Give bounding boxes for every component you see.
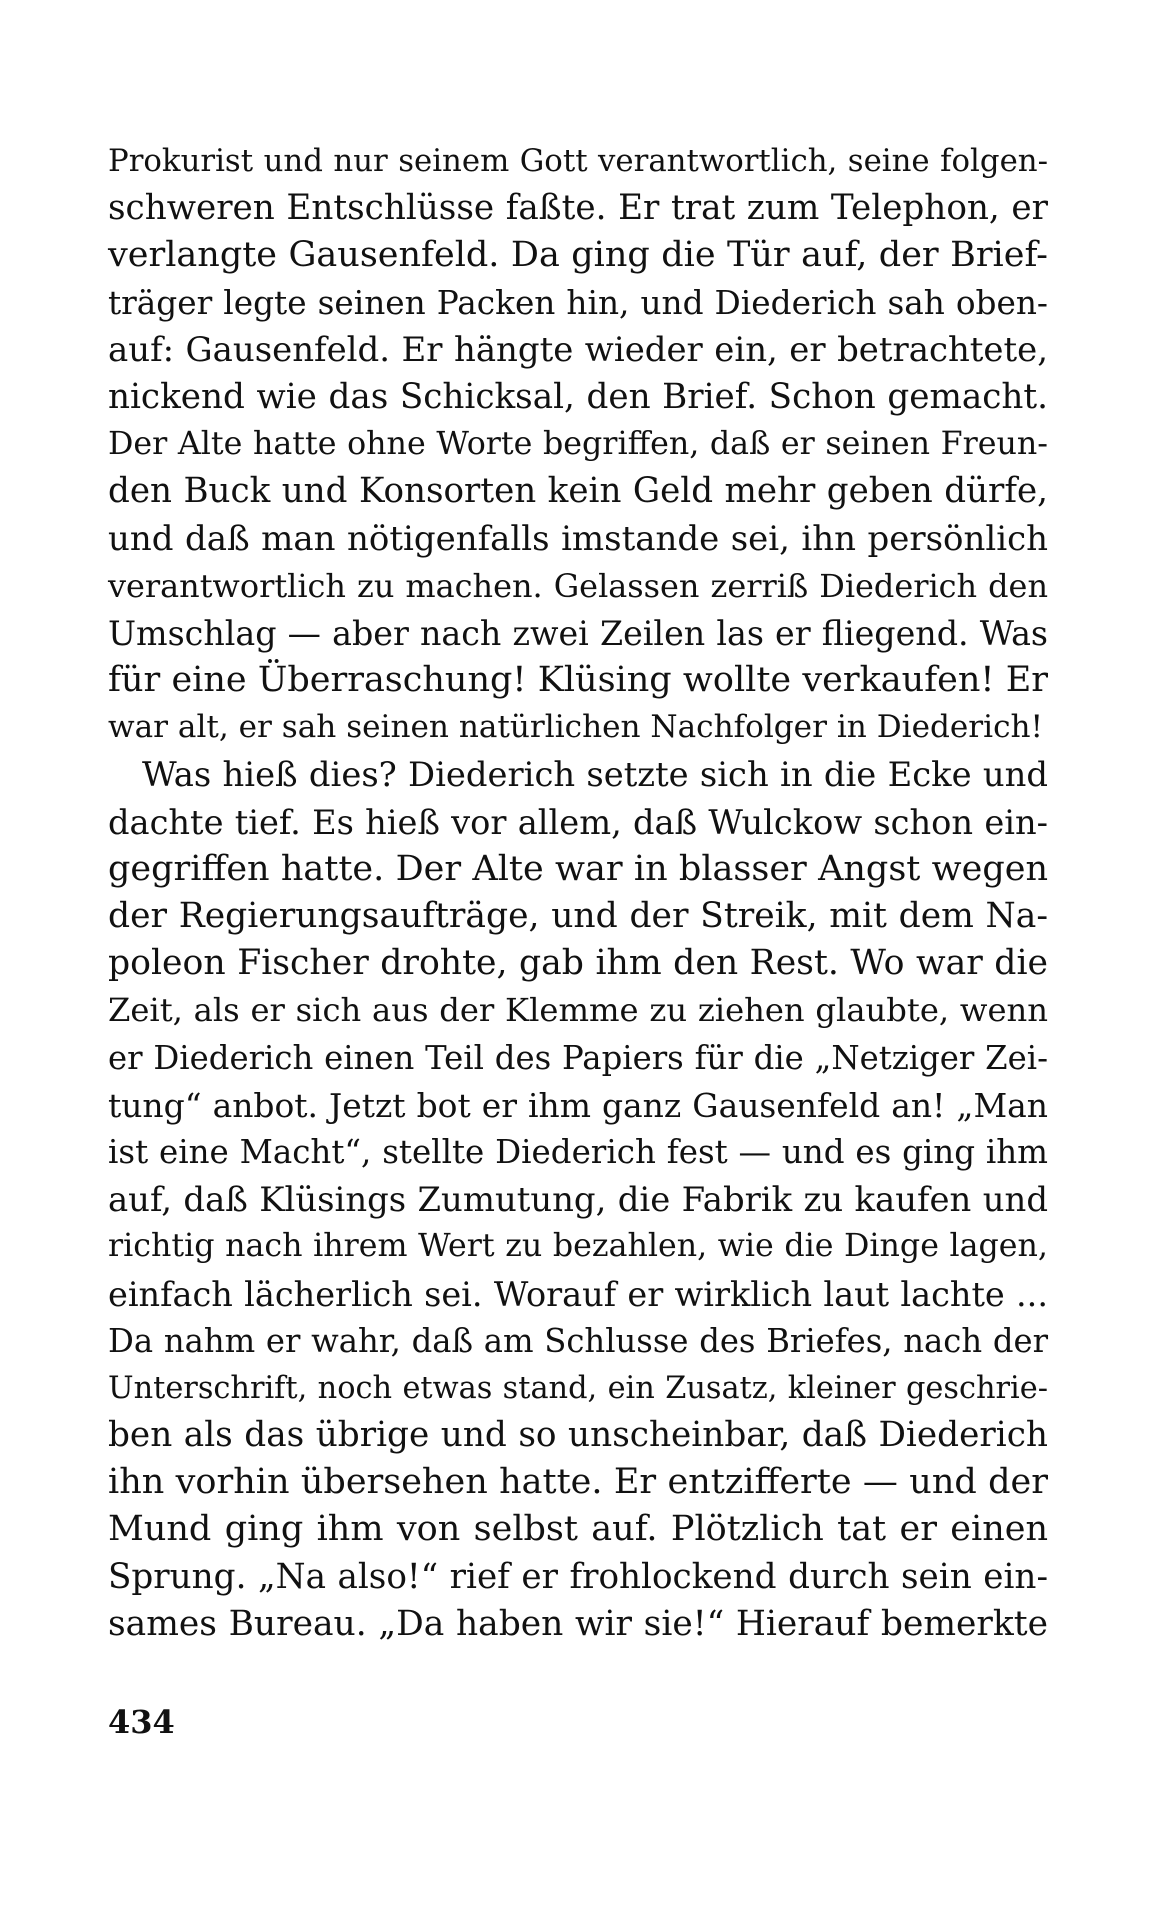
text-line: er Diederich einen Teil des Papiers für die „Netziger Zei- bbox=[108, 1038, 1048, 1077]
text-line: tung“ anbot. Jetzt bot er ihm ganz Gausenfeld an! „Man bbox=[108, 1085, 1048, 1125]
text-line: auf, daß Klüsings Zumutung, die Fabrik zu kaufen und bbox=[108, 1180, 1048, 1220]
text-line: verantwortlich zu machen. Gelassen zerriß Diederich den bbox=[108, 566, 1048, 605]
text-line: poleon Fischer drohte, gab ihm den Rest. Wo war die bbox=[108, 943, 1048, 984]
text-line: der Regierungsaufträge, und der Streik, mit dem Na- bbox=[108, 896, 1048, 936]
text-line: einfach lächerlich sei. Worauf er wirklich laut lachte ... bbox=[108, 1274, 1048, 1314]
text-line: den Buck und Konsorten kein Geld mehr geben dürfe, bbox=[108, 471, 1048, 512]
text-line: war alt, er sah seinen natürlichen Nachfolger in Diederich! bbox=[108, 709, 1044, 746]
text-line: ihn vorhin übersehen hatte. Er entzifferte — und der bbox=[108, 1462, 1048, 1503]
text-line: schweren Entschlüsse faßte. Er trat zum Telephon, er bbox=[108, 188, 1048, 229]
text-line: auf: Gausenfeld. Er hängte wieder ein, er betrachtete, bbox=[108, 330, 1048, 370]
text-line: verlangte Gausenfeld. Da ging die Tür auf, der Brief- bbox=[108, 235, 1048, 276]
text-line: dachte tief. Es hieß vor allem, daß Wulckow schon ein- bbox=[108, 802, 1048, 842]
text-line: nickend wie das Schicksal, den Brief. Schon gemacht. bbox=[108, 376, 1048, 417]
text-line: richtig nach ihrem Wert zu bezahlen, wie die Dinge lagen, bbox=[108, 1228, 1048, 1265]
text-line: und daß man nötigenfalls imstande sei, ihn persönlich bbox=[108, 518, 1048, 559]
text-line: Da nahm er wahr, daß am Schlusse des Briefes, nach der bbox=[108, 1321, 1048, 1360]
text-line: Sprung. „Na also!“ rief er frohlockend durch sein ein- bbox=[108, 1556, 1048, 1597]
text-line: Unterschrift, noch etwas stand, ein Zusatz, kleiner geschrie- bbox=[108, 1370, 1048, 1406]
text-line: Mund ging ihm von selbst auf. Plötzlich tat er einen bbox=[108, 1509, 1048, 1550]
text-line: ben als das übrige und so unscheinbar, daß Diederich bbox=[108, 1415, 1048, 1456]
text-line: Prokurist und nur seinem Gott verantwortlich, seine folgen- bbox=[108, 143, 1048, 179]
text-line: für eine Überraschung! Klüsing wollte verkaufen! Er bbox=[108, 660, 1048, 701]
text-line: ist eine Macht“, stellte Diederich fest — und es ging ihm bbox=[108, 1132, 1048, 1171]
body-text bbox=[108, 138, 1048, 1648]
text-line: Der Alte hatte ohne Worte begriffen, daß er seinen Freun- bbox=[108, 426, 1048, 463]
text-line: Umschlag — aber nach zwei Zeilen las er fliegend. Was bbox=[108, 613, 1048, 653]
text-line: träger legte seinen Packen hin, und Diederich sah oben- bbox=[108, 283, 1048, 322]
text-line: sames Bureau. „Da haben wir sie!“ Hierauf bemerkte bbox=[108, 1603, 1048, 1644]
text-line: gegriffen hatte. Der Alte war in blasser Angst wegen bbox=[108, 848, 1048, 889]
text-line: Zeit, als er sich aus der Klemme zu ziehen glaubte, wenn bbox=[108, 991, 1048, 1030]
page-number: 434 bbox=[108, 1703, 175, 1741]
text-line: Was hieß dies? Diederich setzte sich in die Ecke und bbox=[142, 755, 1048, 795]
